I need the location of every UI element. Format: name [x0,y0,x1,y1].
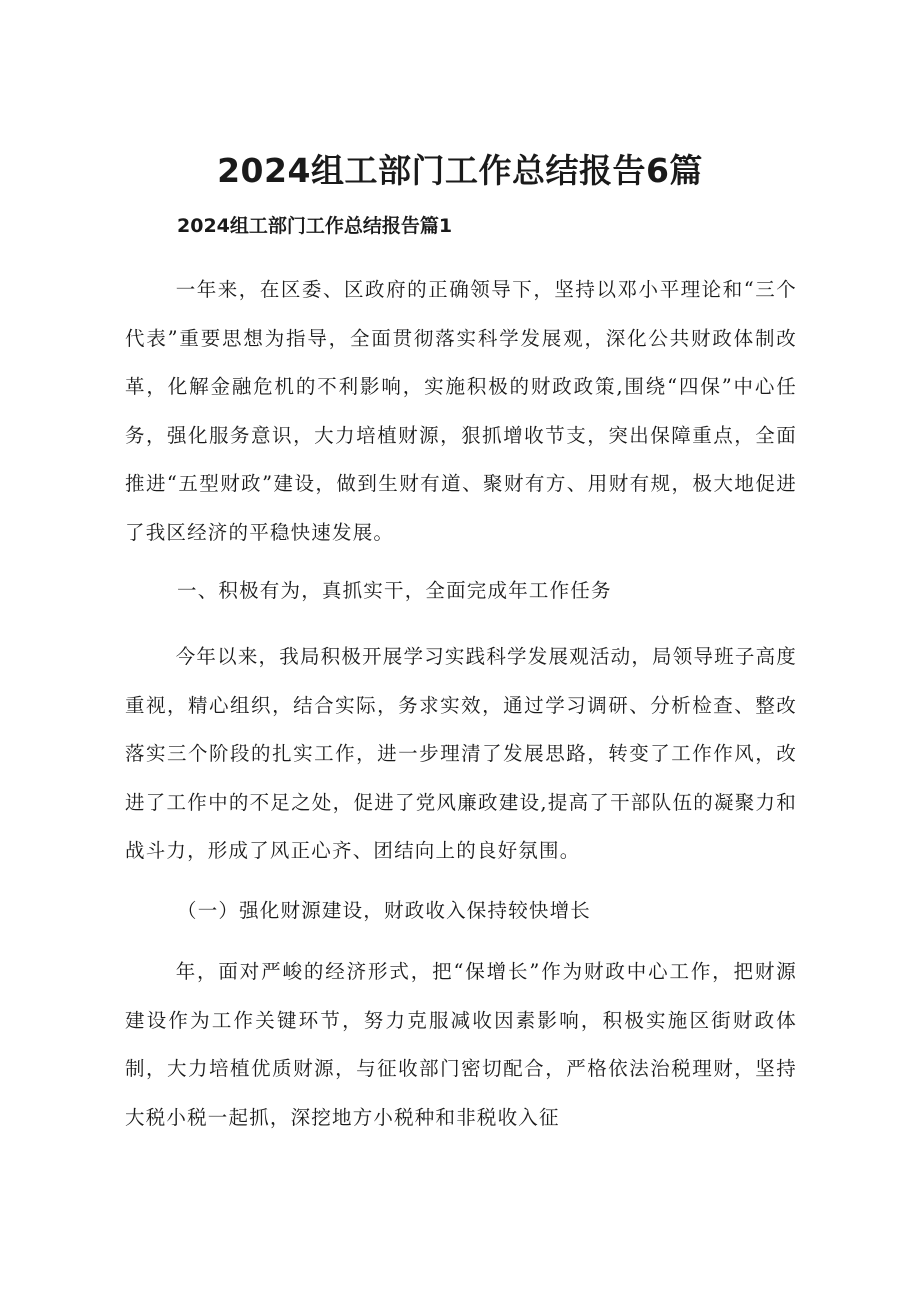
subsection-heading: （一）强化财源建设，财政收入保持较快增长 [177,899,592,922]
body-paragraph: 年，面对严峻的经济形式，把“保增长”作为财政中心工作，把财源建设作为工作关键环节，努力克服减收因素影响，积极实施区街财政体制，大力培植优质财源，与征收部门密切配合，严格依法治税理财，坚持大税小税一起抓，深挖地方小税种和非税收入征 [125,960,797,1129]
document-title: 2024组工部门工作总结报告6篇 [217,151,703,190]
section-heading: 一、积极有为，真抓实干，全面完成年工作任务 [177,579,612,602]
section-subtitle: 2024组工部门工作总结报告篇1 [177,215,453,237]
body-paragraph: 今年以来，我局积极开展学习实践科学发展观活动，局领导班子高度重视，精心组织，结合实际，务求实效，通过学习调研、分析检查、整改落实三个阶段的扎实工作，进一步理清了发展思路，转变了工作作风，改进了工作中的不足之处，促进了党风廉政建设,提高了干部队伍的凝聚力和战斗力，形成了风正心齐、团结向上的良好氛围。 [125,645,797,862]
body-paragraph: 一年来，在区委、区政府的正确领导下，坚持以邓小平理论和“三个代表”重要思想为指导，全面贯彻落实科学发展观，深化公共财政体制改革，化解金融危机的不利影响，实施积极的财政政策,围绕“四保”中心任务，强化服务意识，大力培植财源，狠抓增收节支，突出保障重点，全面推进“五型财政”建设，做到生财有道、聚财有方、用财有规，极大地促进了我区经济的平稳快速发展。 [125,278,797,544]
